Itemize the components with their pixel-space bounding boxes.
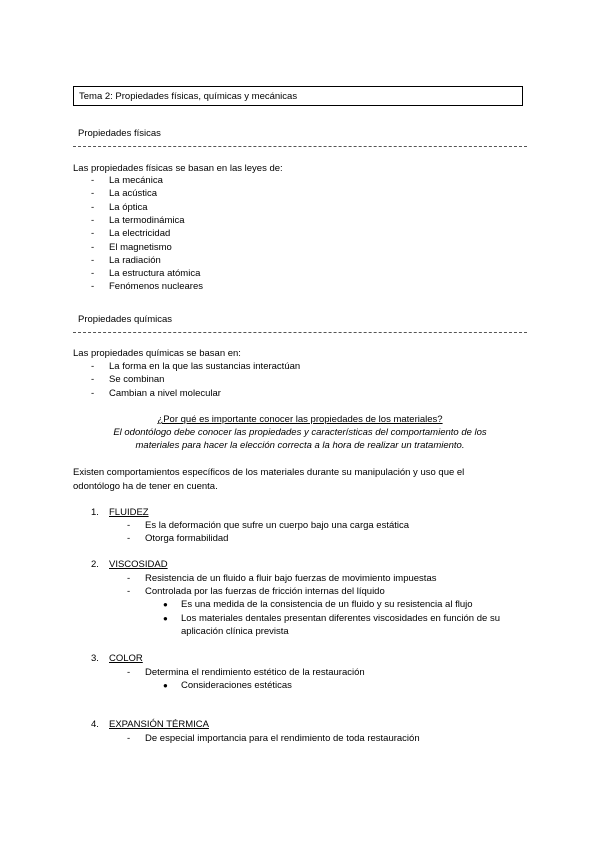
list-item: La electricidad [109,228,171,240]
behaviors-intro-line1: Existen comportamientos específicos de los materiales durante su manipulación y uso que el [73,467,465,478]
dash-marker: - [91,361,95,372]
dash-marker: - [91,214,95,226]
list-item: Se combinan [109,374,165,386]
divider [73,146,527,147]
list-item: Resistencia de un fluido a fluir bajo fuerzas de movimiento impuestas [145,573,437,584]
list-item: Controlada por las fuerzas de fricción internas del líquido [145,586,385,597]
section-number: 1. [91,507,99,518]
list-item: La acústica [109,188,158,200]
sub-list-item: Es una medida de la consistencia de un fluido y su resistencia al flujo [181,599,473,610]
dash-marker: - [91,268,95,280]
bullet-marker: ● [163,614,168,623]
dash-marker: - [91,228,95,240]
question-answer-line2: materiales para hacer la elección correcta a la hora de realizar un tratamiento. [135,440,465,451]
dash-marker: - [91,374,95,386]
list-item: La mecánica [109,175,163,186]
sub-list-item: Consideraciones estéticas [181,680,292,691]
dash-marker: - [127,573,131,584]
question-answer-line1: El odontólogo debe conocer las propiedades y características del comportamiento de los [113,427,487,438]
bullet-marker: ● [163,681,168,690]
list-item: La termodinámica [109,214,185,226]
dash-marker: - [91,175,95,186]
behaviors-intro-line2: odontólogo ha de tener en cuenta. [73,481,218,492]
divider [73,332,527,333]
list-item: De especial importancia para el rendimiento de toda restauración [145,733,420,744]
list-item: Determina el rendimiento estético de la restauración [145,667,365,678]
sub-list-item: Los materiales dentales presentan diferentes viscosidades en función de su [181,613,500,624]
dash-marker: - [127,520,131,531]
bullet-marker: ● [163,600,168,609]
list-item: La estructura atómica [109,268,201,280]
physical-heading: Propiedades físicas [78,128,161,139]
dash-marker: - [91,188,95,200]
list-item: Cambian a nivel molecular [109,387,221,399]
chemical-heading: Propiedades químicas [78,314,172,325]
list-item: La forma en la que las sustancias interactúan [109,361,301,372]
dash-marker: - [127,533,131,544]
section-title-viscosidad: VISCOSIDAD [109,559,168,570]
list-item: La radiación [109,254,161,266]
sub-list-item-continued: aplicación clínica prevista [181,626,289,637]
list-item: Es la deformación que sufre un cuerpo bajo una carga estática [145,520,410,531]
chemical-intro: Las propiedades químicas se basan en: [73,348,241,359]
list-item: La óptica [109,201,148,213]
section-number: 3. [91,653,99,664]
list-item: El magnetismo [109,241,172,253]
dash-marker: - [127,667,131,678]
question-title: ¿Por qué es importante conocer las propiedades de los materiales? [157,414,443,425]
title-box [73,86,523,106]
section-title-color: COLOR [109,653,143,664]
dash-marker: - [91,387,95,399]
list-item: Fenómenos nucleares [109,281,203,293]
section-number: 4. [91,719,99,730]
dash-marker: - [91,254,95,266]
dash-marker: - [127,586,131,597]
section-title-fluidez: FLUIDEZ [109,507,149,518]
dash-marker: - [91,201,95,213]
page-title: Tema 2: Propiedades físicas, químicas y mecánicas [79,91,298,102]
section-number: 2. [91,559,99,570]
dash-marker: - [91,241,95,253]
dash-marker: - [91,281,95,293]
dash-marker: - [127,733,131,744]
section-title-expansion-termica: EXPANSIÓN TÉRMICA [109,719,209,730]
physical-intro: Las propiedades físicas se basan en las leyes de: [73,163,283,174]
list-item: Otorga formabilidad [145,533,229,544]
